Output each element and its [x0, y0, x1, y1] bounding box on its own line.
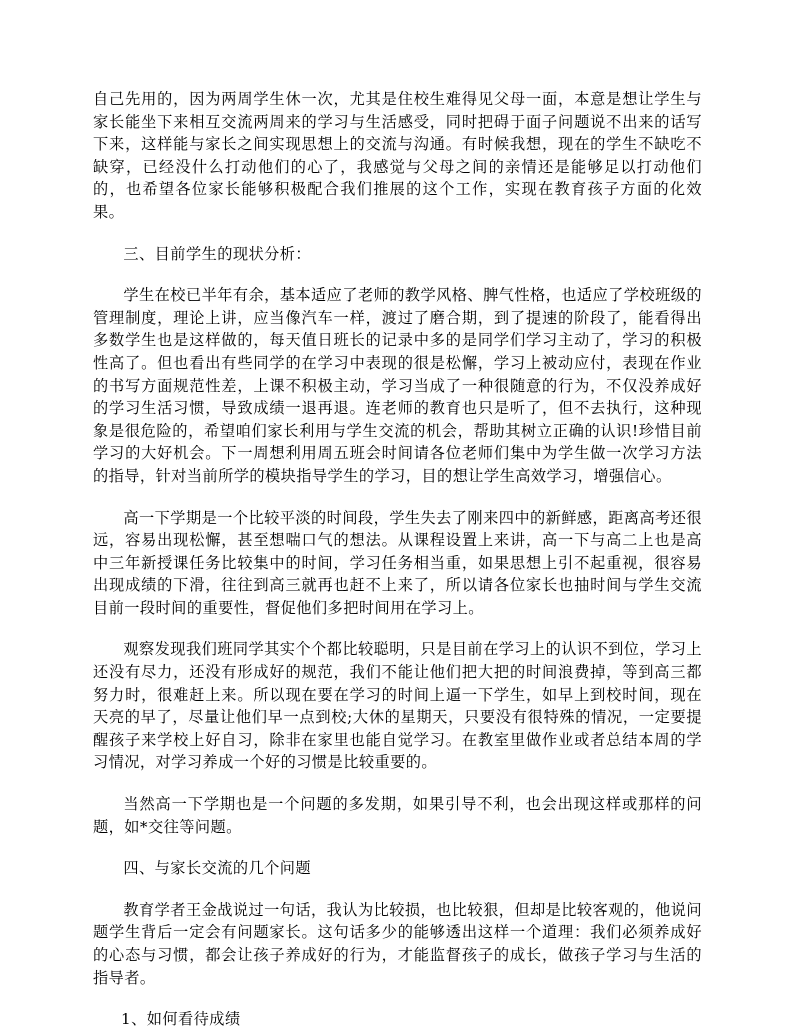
- section-heading-4: 四、与家长交流的几个问题: [123, 859, 312, 878]
- continuation-paragraph: 自己先用的，因为两周学生休一次，尤其是住校生难得见父母一面，本意是想让学生与家长能坐下来相互交流两周来的学习与生活感受，同时把碍于面子问题说不出来的话写下来，这样能与家长之间实现思想上的交流与沟通。有时候我想，现在的学生不缺吃不缺穿，已经没什么打动他们的心了，我感觉与父母之间的亲情还是能够足以打动他们的，也希望各位家长能够积极配合我们推展的这个工作，实现在教育孩子方面的化效果。: [93, 90, 702, 221]
- paragraph-second-semester: 高一下学期是一个比较平淡的时间段，学生失去了刚来四中的新鲜感，距离高考还很远，容易出现松懈，甚至想喘口气的想法。从课程设置上来讲，高一下与高二上也是高中三年新授课任务比较集中的时间，学习任务相当重，如果思想上引不起重视，很容易出现成绩的下滑，往往到高三就再也赶不上来了，所以请各位家长也抽时间与学生交流目前一段时间的重要性，督促他们多把时间用在学习上。: [93, 508, 702, 617]
- section-heading-3: 三、目前学生的现状分析：: [123, 244, 312, 263]
- paragraph-observation: 观察发现我们班同学其实个个都比较聪明，只是目前在学习上的认识不到位，学习上还没有尽力，还没有形成好的规范，我们不能让他们把大把的时间浪费掉，等到高三都努力时，很难赶上来。所以现在要在学习的时间上逼一下学生，如早上到校时间，现在天亮的早了，尽量让他们早一点到校;大休的星期天，只要没有很特殊的情况，一定要提醒孩子来学校上好自习，除非在家里也能自觉学习。在教室里做作业或者总结本周的学习情况，对学习养成一个好的习惯是比较重要的。: [93, 640, 702, 772]
- paragraph-problem-period: 当然高一下学期也是一个问题的多发期，如果引导不利，也会出现这样或那样的问题，如*交往等问题。: [93, 795, 702, 836]
- subheading-grades: 1、如何看待成绩: [121, 1010, 241, 1029]
- paragraph-student-status: 学生在校已半年有余，基本适应了老师的教学风格、脾气性格，也适应了学校班级的管理制度，理论上讲，应当像汽车一样，渡过了磨合期，到了提速的阶段了，能看得出多数学生也是这样做的，每天值日班长的记录中多的是同学们学习主动了，学习的积极性高了。但也看出有些同学的在学习中表现的很是松懈，学习上被动应付，表现在作业的书写方面规范性差，上课不积极主动，学习当成了一种很随意的行为，不仅没养成好的学习生活习惯，导致成绩一退再退。连老师的教育也只是听了，但不去执行，这种现象是很危险的，希望咱们家长利用与学生交流的机会，帮助其树立正确的认识!珍惜目前学习的大好机会。下一周想利用周五班会时间请各位老师们集中为学生做一次学习方法的指导，针对当前所学的模块指导学生的学习，目的想让学生高效学习，增强信心。: [93, 286, 702, 485]
- paragraph-educator-quote: 教育学者王金战说过一句话，我认为比较损，也比较狠，但却是比较客观的，他说问题学生背后一定会有问题家长。这句话多少的能够透出这样一个道理：我们必须养成好的心态与习惯，都会让孩子养成好的行为，才能监督孩子的成长，做孩子学习与生活的指导者。: [93, 900, 702, 987]
